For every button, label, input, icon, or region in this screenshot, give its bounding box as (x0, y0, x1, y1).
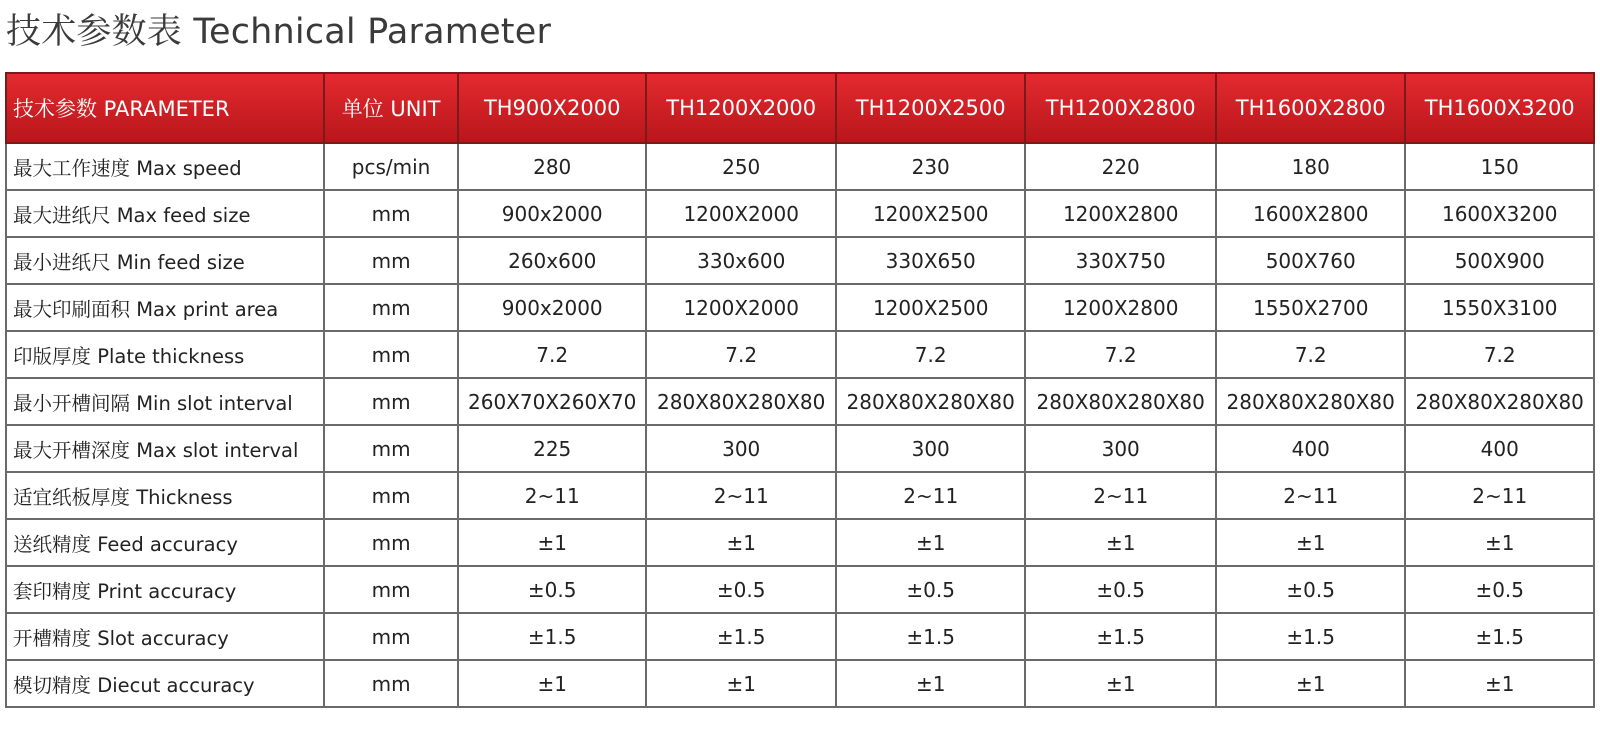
value-cell: 280X80X280X80 (646, 378, 836, 425)
value-cell: 1550X3100 (1405, 284, 1594, 331)
value-cell: 900x2000 (458, 284, 646, 331)
value-cell: ±1 (646, 519, 836, 566)
table-row (6, 237, 1594, 284)
value-cell: 330x600 (646, 237, 836, 284)
parameter-name-cell: 最小进纸尺 Min feed size (6, 237, 324, 284)
unit-cell: mm (324, 425, 458, 472)
value-cell: 900x2000 (458, 190, 646, 237)
value-cell: 300 (836, 425, 1026, 472)
parameter-name-cell: 套印精度 Print accuracy (6, 566, 324, 613)
value-cell: 220 (1025, 143, 1216, 190)
column-header-model: TH1200X2800 (1025, 73, 1216, 143)
table-row (6, 472, 1594, 519)
value-cell: ±1.5 (1025, 613, 1216, 660)
value-cell: 1600X2800 (1216, 190, 1406, 237)
column-header-model: TH900X2000 (458, 73, 646, 143)
table-row (6, 190, 1594, 237)
parameter-name-cell: 印版厚度 Plate thickness (6, 331, 324, 378)
parameter-name-cell: 适宜纸板厚度 Thickness (6, 472, 324, 519)
value-cell: ±1 (1216, 519, 1406, 566)
table-row (6, 613, 1594, 660)
value-cell: ±0.5 (458, 566, 646, 613)
value-cell: ±1 (1025, 519, 1216, 566)
value-cell: ±1.5 (458, 613, 646, 660)
value-cell: ±0.5 (1216, 566, 1406, 613)
unit-cell: mm (324, 472, 458, 519)
technical-parameter-table (5, 72, 1595, 708)
table-row (6, 566, 1594, 613)
unit-cell: mm (324, 284, 458, 331)
value-cell: 7.2 (458, 331, 646, 378)
value-cell: ±1 (1025, 660, 1216, 707)
unit-cell: mm (324, 519, 458, 566)
unit-cell: pcs/min (324, 143, 458, 190)
table-row (6, 378, 1594, 425)
value-cell: 1200X2800 (1025, 190, 1216, 237)
value-cell: 7.2 (1216, 331, 1406, 378)
unit-cell: mm (324, 566, 458, 613)
table-row (6, 519, 1594, 566)
value-cell: ±1 (836, 519, 1026, 566)
value-cell: ±1.5 (836, 613, 1026, 660)
table-header (6, 73, 1594, 143)
unit-cell: mm (324, 331, 458, 378)
value-cell: 1200X2800 (1025, 284, 1216, 331)
value-cell: 330X650 (836, 237, 1026, 284)
value-cell: 1200X2000 (646, 284, 836, 331)
value-cell: ±1 (1405, 660, 1594, 707)
parameter-name-cell: 最大工作速度 Max speed (6, 143, 324, 190)
value-cell: ±1 (1216, 660, 1406, 707)
value-cell: 230 (836, 143, 1026, 190)
value-cell: 300 (1025, 425, 1216, 472)
unit-cell: mm (324, 190, 458, 237)
value-cell: 1550X2700 (1216, 284, 1406, 331)
value-cell: ±0.5 (646, 566, 836, 613)
value-cell: 2~11 (458, 472, 646, 519)
value-cell: 280X80X280X80 (1405, 378, 1594, 425)
value-cell: 180 (1216, 143, 1406, 190)
value-cell: 150 (1405, 143, 1594, 190)
column-header-unit: 单位 UNIT (324, 73, 458, 143)
value-cell: 1200X2500 (836, 284, 1026, 331)
parameter-name-cell: 送纸精度 Feed accuracy (6, 519, 324, 566)
value-cell: 1200X2000 (646, 190, 836, 237)
value-cell: ±1 (458, 519, 646, 566)
table-row (6, 425, 1594, 472)
value-cell: 7.2 (646, 331, 836, 378)
column-header-model: TH1200X2500 (836, 73, 1026, 143)
value-cell: 2~11 (1405, 472, 1594, 519)
unit-cell: mm (324, 660, 458, 707)
value-cell: ±1.5 (1216, 613, 1406, 660)
value-cell: ±1 (1405, 519, 1594, 566)
value-cell: 7.2 (1405, 331, 1594, 378)
value-cell: ±1.5 (646, 613, 836, 660)
parameter-name-cell: 开槽精度 Slot accuracy (6, 613, 324, 660)
value-cell: ±0.5 (1405, 566, 1594, 613)
value-cell: 280X80X280X80 (1025, 378, 1216, 425)
value-cell: ±0.5 (836, 566, 1026, 613)
value-cell: 400 (1216, 425, 1406, 472)
value-cell: 2~11 (1025, 472, 1216, 519)
column-header-model: TH1600X3200 (1405, 73, 1594, 143)
unit-cell: mm (324, 378, 458, 425)
value-cell: 300 (646, 425, 836, 472)
value-cell: 1600X3200 (1405, 190, 1594, 237)
value-cell: 225 (458, 425, 646, 472)
table-row (6, 284, 1594, 331)
value-cell: ±1 (836, 660, 1026, 707)
value-cell: ±0.5 (1025, 566, 1216, 613)
value-cell: 1200X2500 (836, 190, 1026, 237)
value-cell: ±1.5 (1405, 613, 1594, 660)
column-header-model: TH1600X2800 (1216, 73, 1406, 143)
value-cell: 2~11 (646, 472, 836, 519)
table-row (6, 331, 1594, 378)
value-cell: 280X80X280X80 (836, 378, 1026, 425)
value-cell: 2~11 (1216, 472, 1406, 519)
value-cell: 250 (646, 143, 836, 190)
unit-cell: mm (324, 613, 458, 660)
value-cell: 500X760 (1216, 237, 1406, 284)
value-cell: 260X70X260X70 (458, 378, 646, 425)
value-cell: 330X750 (1025, 237, 1216, 284)
value-cell: 7.2 (1025, 331, 1216, 378)
value-cell: 400 (1405, 425, 1594, 472)
value-cell: 280X80X280X80 (1216, 378, 1406, 425)
value-cell: 280 (458, 143, 646, 190)
value-cell: 7.2 (836, 331, 1026, 378)
value-cell: 260x600 (458, 237, 646, 284)
parameter-name-cell: 最大印刷面积 Max print area (6, 284, 324, 331)
parameter-name-cell: 最小开槽间隔 Min slot interval (6, 378, 324, 425)
value-cell: ±1 (458, 660, 646, 707)
table-body (6, 143, 1594, 707)
header-row (6, 73, 1594, 143)
table-row (6, 660, 1594, 707)
parameter-name-cell: 最大开槽深度 Max slot interval (6, 425, 324, 472)
value-cell: ±1 (646, 660, 836, 707)
table-row (6, 143, 1594, 190)
value-cell: 2~11 (836, 472, 1026, 519)
parameter-name-cell: 模切精度 Diecut accuracy (6, 660, 324, 707)
parameter-name-cell: 最大进纸尺 Max feed size (6, 190, 324, 237)
page-title: 技术参数表 Technical Parameter (6, 12, 552, 52)
value-cell: 500X900 (1405, 237, 1594, 284)
column-header-parameter: 技术参数 PARAMETER (6, 73, 324, 143)
column-header-model: TH1200X2000 (646, 73, 836, 143)
unit-cell: mm (324, 237, 458, 284)
